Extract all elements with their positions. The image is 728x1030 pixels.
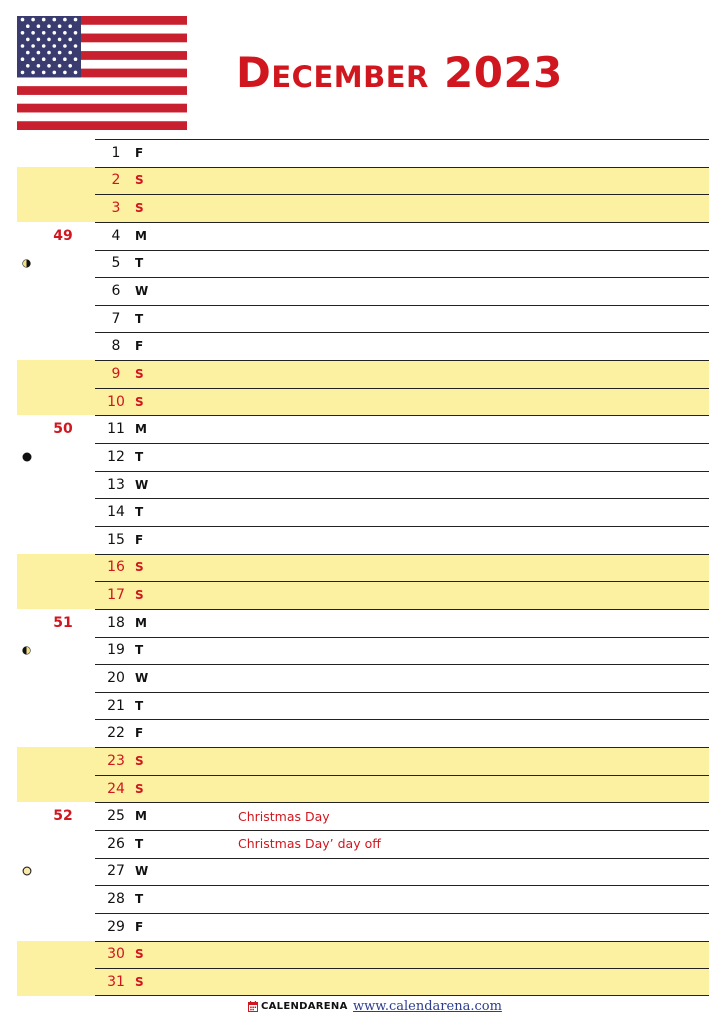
row-divider	[95, 388, 709, 389]
day-row	[17, 526, 709, 554]
day-number: 11	[107, 421, 125, 438]
row-divider	[95, 554, 709, 555]
day-number: 24	[107, 780, 125, 797]
day-of-week: F	[135, 919, 144, 934]
day-of-week: W	[135, 864, 149, 879]
day-number: 25	[107, 808, 125, 825]
day-row	[17, 609, 709, 637]
day-number: 3	[111, 200, 121, 217]
day-of-week: W	[135, 284, 149, 299]
row-divider	[95, 332, 709, 333]
row-divider	[95, 802, 709, 803]
day-row	[17, 443, 709, 471]
day-number: 16	[107, 559, 125, 576]
row-divider	[95, 775, 709, 776]
day-of-week: W	[135, 477, 149, 492]
day-number: 26	[107, 835, 125, 852]
row-divider	[95, 305, 709, 306]
day-row	[17, 802, 709, 830]
day-row	[17, 167, 709, 195]
day-row	[17, 388, 709, 416]
day-row	[17, 554, 709, 582]
footer	[0, 999, 728, 1019]
day-of-week: S	[135, 947, 144, 962]
day-row	[17, 775, 709, 803]
day-row	[17, 471, 709, 499]
day-of-week: M	[135, 809, 147, 824]
day-row	[17, 498, 709, 526]
row-divider	[95, 664, 709, 665]
day-of-week: W	[135, 670, 149, 685]
holiday-note: Christmas Day	[238, 808, 330, 824]
row-divider	[95, 941, 709, 942]
day-number: 13	[107, 476, 125, 493]
row-divider	[95, 222, 709, 223]
week-number: 52	[53, 808, 73, 825]
day-row	[17, 830, 709, 858]
day-number: 30	[107, 946, 125, 963]
day-row	[17, 719, 709, 747]
day-row	[17, 332, 709, 360]
day-number: 29	[107, 918, 125, 935]
row-divider	[95, 858, 709, 859]
row-divider	[95, 526, 709, 527]
day-of-week: T	[135, 698, 144, 713]
day-row	[17, 968, 709, 996]
day-number: 4	[111, 227, 121, 244]
day-number: 10	[107, 393, 125, 410]
day-of-week: M	[135, 422, 147, 437]
day-of-week: T	[135, 449, 144, 464]
day-of-week: S	[135, 975, 144, 990]
first-quarter-moon-icon	[22, 637, 31, 665]
holiday-note: Christmas Day’ day off	[238, 836, 381, 852]
full-moon-icon	[22, 858, 32, 886]
day-number: 20	[107, 669, 125, 686]
day-row	[17, 637, 709, 665]
day-of-week: F	[135, 145, 144, 160]
row-divider	[95, 194, 709, 195]
row-divider	[95, 415, 709, 416]
day-of-week: S	[135, 173, 144, 188]
day-of-week: F	[135, 726, 144, 741]
day-number: 1	[111, 144, 121, 161]
day-number: 14	[107, 504, 125, 521]
day-row	[17, 139, 709, 167]
day-number: 8	[111, 338, 121, 355]
row-divider	[95, 609, 709, 610]
day-row	[17, 360, 709, 388]
day-of-week: T	[135, 311, 144, 326]
day-of-week: S	[135, 753, 144, 768]
day-number: 31	[107, 974, 125, 991]
day-number: 18	[107, 614, 125, 631]
day-number: 15	[107, 531, 125, 548]
day-number: 17	[107, 587, 125, 604]
day-number: 6	[111, 283, 121, 300]
day-number: 22	[107, 725, 125, 742]
day-number: 2	[111, 172, 121, 189]
row-divider	[95, 719, 709, 720]
day-of-week: F	[135, 339, 144, 354]
day-of-week: S	[135, 366, 144, 381]
new-moon-icon	[22, 443, 32, 471]
day-number: 19	[107, 642, 125, 659]
day-of-week: M	[135, 228, 147, 243]
day-number: 7	[111, 310, 121, 327]
website-link[interactable]: www.calendarena.com	[353, 999, 502, 1014]
row-divider	[95, 277, 709, 278]
day-of-week: T	[135, 643, 144, 658]
day-number: 28	[107, 891, 125, 908]
day-of-week: S	[135, 560, 144, 575]
week-number: 49	[53, 227, 73, 244]
bottom-divider	[95, 995, 709, 996]
day-row	[17, 692, 709, 720]
row-divider	[95, 250, 709, 251]
row-divider	[95, 913, 709, 914]
brand[interactable]	[248, 1001, 348, 1012]
day-number: 27	[107, 863, 125, 880]
last-quarter-moon-icon	[22, 250, 31, 278]
row-divider	[95, 637, 709, 638]
day-row	[17, 222, 709, 250]
brand-name: CALENDARENA	[261, 1001, 348, 1012]
row-divider	[95, 747, 709, 748]
day-of-week: F	[135, 532, 144, 547]
day-row	[17, 305, 709, 333]
row-divider	[95, 443, 709, 444]
calendar-table	[17, 139, 709, 996]
day-of-week: M	[135, 615, 147, 630]
row-divider	[95, 498, 709, 499]
row-divider	[95, 471, 709, 472]
day-number: 21	[107, 697, 125, 714]
row-divider	[95, 167, 709, 168]
row-divider	[95, 360, 709, 361]
day-of-week: T	[135, 256, 144, 271]
day-row	[17, 885, 709, 913]
page-title: December 2023	[236, 48, 563, 97]
row-divider	[95, 885, 709, 886]
day-of-week: S	[135, 394, 144, 409]
day-of-week: T	[135, 505, 144, 520]
us-flag-icon	[17, 16, 187, 130]
day-of-week: T	[135, 892, 144, 907]
day-number: 23	[107, 752, 125, 769]
row-divider	[95, 139, 709, 140]
day-row	[17, 250, 709, 278]
day-row	[17, 913, 709, 941]
day-row	[17, 941, 709, 969]
row-divider	[95, 968, 709, 969]
day-row	[17, 581, 709, 609]
day-of-week: S	[135, 781, 144, 796]
day-row	[17, 858, 709, 886]
day-number: 12	[107, 448, 125, 465]
row-divider	[95, 692, 709, 693]
day-row	[17, 664, 709, 692]
row-divider	[95, 830, 709, 831]
day-of-week: S	[135, 201, 144, 216]
calendar-icon	[248, 1001, 258, 1012]
day-number: 5	[111, 255, 121, 272]
week-number: 51	[53, 614, 73, 631]
day-of-week: T	[135, 836, 144, 851]
day-row	[17, 277, 709, 305]
day-number: 9	[111, 365, 121, 382]
week-number: 50	[53, 421, 73, 438]
row-divider	[95, 581, 709, 582]
day-row	[17, 415, 709, 443]
day-row	[17, 194, 709, 222]
day-of-week: S	[135, 588, 144, 603]
day-row	[17, 747, 709, 775]
